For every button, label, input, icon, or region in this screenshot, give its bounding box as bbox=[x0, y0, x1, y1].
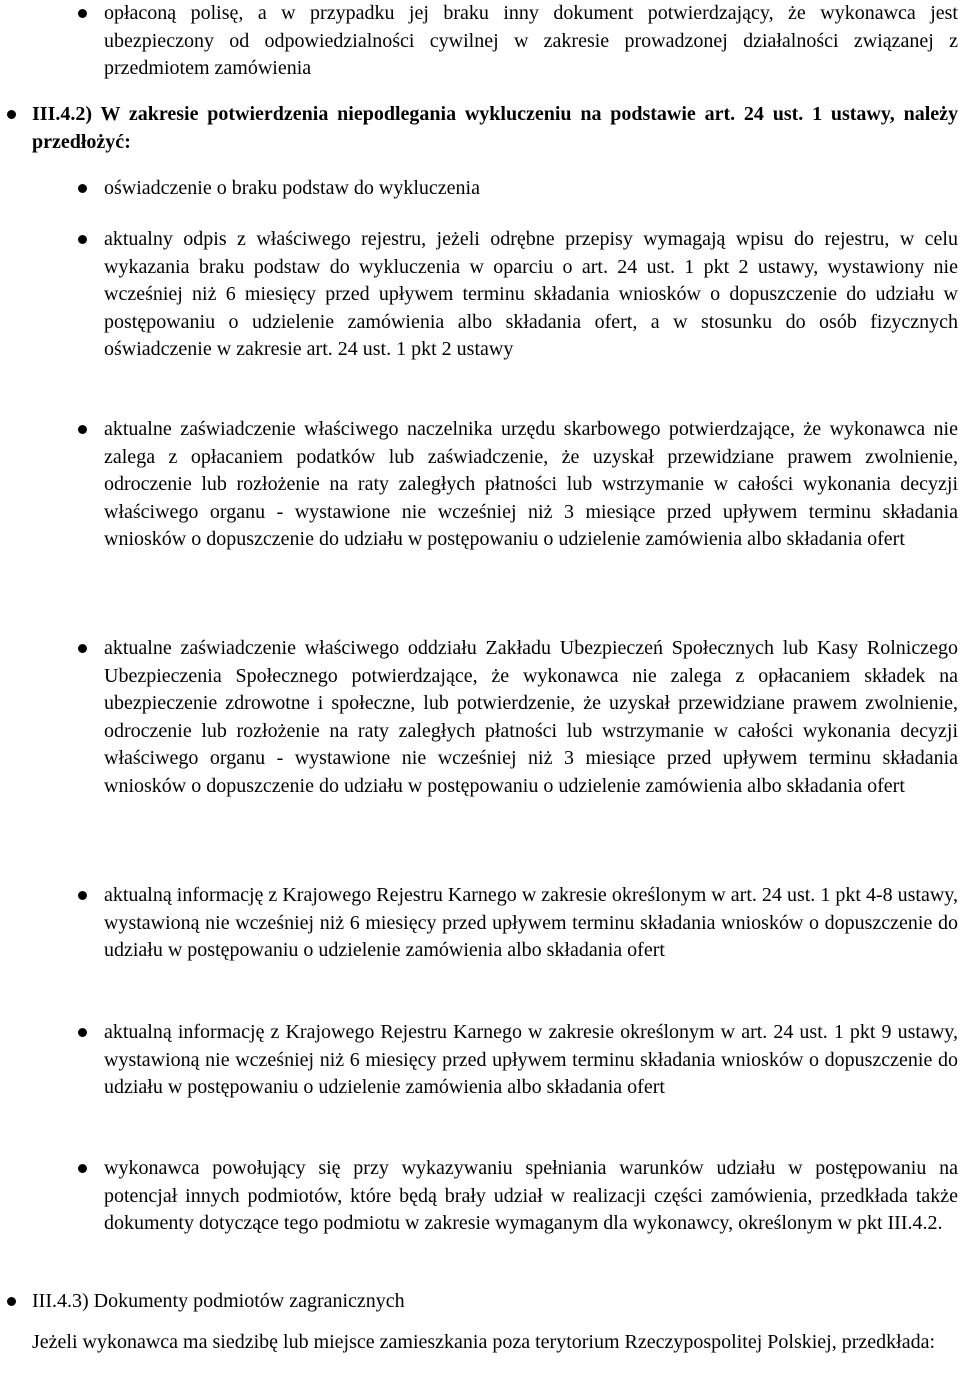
paragraph-podmioty-zagraniczne: Jeżeli wykonawca ma siedzibę lub miejsce zamieszkania poza terytorium Rzeczypospolitej Polskiej, przedkłada: bbox=[32, 1331, 936, 1353]
list-item-krk-pkt-9: aktualną informację z Krajowego Rejestru Karnego w zakresie określonym w art. 24 ust. 1 pkt 9 ustawy, wystawioną nie wcześniej niż 6 miesięcy przed upływem terminu składania wniosków o dopuszczenie do udziału w postępowaniu o udzielenie zamówienia albo składania ofert bbox=[104, 1019, 958, 1102]
list-item-inne-podmioty: wykonawca powołujący się przy wykazywaniu spełniania warunków udziału w postępowaniu na potencjał innych podmiotów, które będą brały udział w realizacji części zamówienia, przedkłada także dokumenty dotyczące tego podmiotu w zakresie wymaganym dla wykonawcy, określonym w pkt III.4.2. bbox=[104, 1155, 958, 1238]
list-item-polisa: opłaconą polisę, a w przypadku jej braku inny dokument potwierdzający, że wykonawca jest ubezpieczony od odpowiedzialności cywilnej w zakresie prowadzonej działalności związanej z przedmiotem zamówienia bbox=[104, 0, 958, 83]
list-item-zaswiadczenie-us: aktualne zaświadczenie właściwego naczelnika urzędu skarbowego potwierdzające, że wykonawca nie zalega z opłacaniem podatków lub zaświadczenie, że uzyskał przewidziane prawem zwolnienie, odroczenie lub rozłożenie na raty zaległych płatności lub wstrzymanie w całości wykonania decyzji właściwego organu - wystawione nie wcześniej niż 3 miesiące przed upływem terminu składania wniosków o dopuszczenie do udziału w postępowaniu o udzielenie zamówienia albo składania ofert bbox=[104, 416, 958, 554]
section-heading-iii-4-3: III.4.3) Dokumenty podmiotów zagranicznych bbox=[32, 1288, 958, 1316]
list-item-oswiadczenie: oświadczenie o braku podstaw do wykluczenia bbox=[104, 175, 958, 203]
list-item-odpis-rejestru: aktualny odpis z właściwego rejestru, jeżeli odrębne przepisy wymagają wpisu do rejestru, w celu wykazania braku podstaw do wykluczenia w oparciu o art. 24 ust. 1 pkt 2 ustawy, wystawiony nie wcześniej niż 6 miesięcy przed upływem terminu składania wniosków o dopuszczenie do udziału w postępowaniu o udzielenie zamówienia albo składania ofert, a w stosunku do osób fizycznych oświadczenie w zakresie art. 24 ust. 1 pkt 2 ustawy bbox=[104, 226, 958, 364]
list-item-zaswiadczenie-zus: aktualne zaświadczenie właściwego oddziału Zakładu Ubezpieczeń Społecznych lub Kasy Rolniczego Ubezpieczenia Społecznego potwierdzające, że wykonawca nie zalega z opłacaniem składek na ubezpieczenie zdrowotne i społeczne, lub potwierdzenie, że uzyskał przewidziane prawem zwolnienie, odroczenie lub rozłożenie na raty zaległych płatności lub wstrzymanie w całości wykonania decyzji właściwego organu - wystawione nie wcześniej niż 3 miesiące przed upływem terminu składania wniosków o dopuszczenie do udziału w postępowaniu o udzielenie zamówienia albo składania ofert bbox=[104, 635, 958, 800]
list-item-krk-pkt-4-8: aktualną informację z Krajowego Rejestru Karnego w zakresie określonym w art. 24 ust. 1 pkt 4-8 ustawy, wystawioną nie wcześniej niż 6 miesięcy przed upływem terminu składania wniosków o dopuszczenie do udziału w postępowaniu o udzielenie zamówienia albo składania ofert bbox=[104, 882, 958, 965]
section-heading-iii-4-2: III.4.2) W zakresie potwierdzenia niepodlegania wykluczeniu na podstawie art. 24 ust. 1 ustawy, należy przedłożyć: bbox=[32, 101, 958, 156]
